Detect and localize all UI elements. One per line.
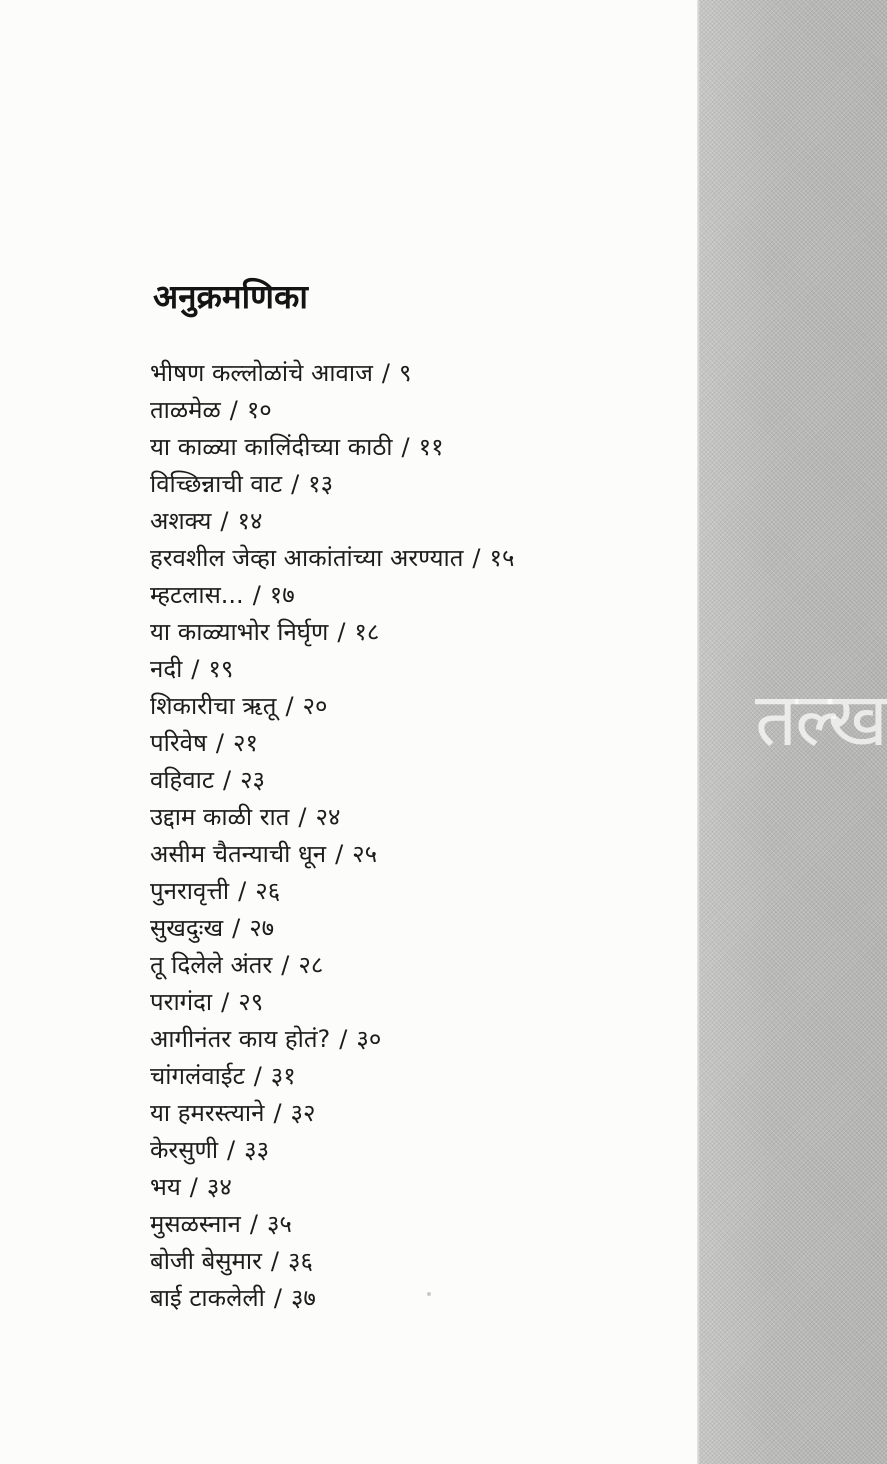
toc-entry-page-number: १९: [208, 655, 234, 683]
toc-entry: [150, 1095, 514, 1132]
toc-entry: [150, 799, 514, 836]
toc-entry-page-number: १७: [269, 581, 295, 609]
toc-entry: [150, 392, 514, 429]
toc-entry-separator: /: [238, 877, 247, 905]
toc-entry: [150, 651, 514, 688]
toc-entry-separator: /: [249, 1210, 258, 1238]
toc-entry-title: परिवेष: [150, 729, 207, 757]
toc-entry: [150, 429, 514, 466]
toc-entry-page-number: २८: [298, 951, 324, 979]
toc-entry-separator: /: [335, 840, 344, 868]
toc-entry-title: सुखदुःख: [150, 914, 224, 942]
toc-entry-page-number: २०: [302, 692, 328, 720]
toc-entry-title: बोजी बेसुमार: [150, 1247, 262, 1275]
toc-entry-title: चांगलंवाईट: [150, 1062, 245, 1090]
toc-entry-page-number: १५: [489, 544, 515, 572]
toc-entry-separator: /: [253, 1062, 262, 1090]
toc-entry-separator: /: [270, 1247, 279, 1275]
toc-entry: [150, 355, 514, 392]
toc-entry-page-number: ३७: [290, 1284, 316, 1312]
toc-entry-title: हरवशील जेव्हा आकांतांच्या अरण्यात: [150, 544, 464, 572]
toc-entry: [150, 836, 514, 873]
toc-entry-separator: /: [381, 359, 390, 387]
toc-entry-separator: /: [232, 914, 241, 942]
toc-entry-separator: /: [273, 1099, 282, 1127]
toc-entry: [150, 503, 514, 540]
toc-entry: [150, 577, 514, 614]
toc-entry-page-number: १३: [308, 470, 334, 498]
toc-entry-separator: /: [273, 1284, 282, 1312]
toc-entry-separator: /: [189, 1173, 198, 1201]
toc-entry: [150, 688, 514, 725]
toc-entry-title: मुसळस्नान: [150, 1210, 241, 1238]
toc-entry-separator: /: [339, 1025, 348, 1053]
toc-entry-separator: /: [298, 803, 307, 831]
toc-entry-page-number: २७: [249, 914, 275, 942]
toc-entry: [150, 466, 514, 503]
toc-entry-separator: /: [215, 729, 224, 757]
toc-entry-page-number: ९: [399, 359, 412, 387]
toc-entry-page-number: १०: [246, 396, 272, 424]
toc-entry-separator: /: [227, 1136, 236, 1164]
toc-entry-title: म्हटलास...: [150, 581, 244, 609]
toc-entry: [150, 1021, 514, 1058]
toc-entry-separator: /: [401, 433, 410, 461]
toc-entry-title: पुनरावृत्ती: [150, 877, 230, 905]
toc-entry-page-number: २५: [352, 840, 378, 868]
toc-entry-page-number: ३२: [290, 1099, 316, 1127]
toc-entry-separator: /: [291, 470, 300, 498]
cover-title-fragment: तल्ख: [755, 677, 886, 763]
toc-entry-page-number: ३६: [287, 1247, 313, 1275]
toc-entry-title: भीषण कल्लोळांचे आवाज: [150, 359, 373, 387]
toc-entry-separator: /: [252, 581, 261, 609]
toc-entry-separator: /: [222, 766, 232, 794]
toc-entry-title: शिकारीचा ऋतू: [150, 692, 277, 720]
toc-entry-page-number: ३१: [270, 1062, 296, 1090]
toc-entry-title: आगीनंतर काय होतं?: [150, 1025, 331, 1053]
toc-entry-separator: /: [281, 951, 290, 979]
toc-entry-page-number: ११: [418, 433, 444, 461]
toc-entry: [150, 947, 514, 984]
toc-entry-page-number: ३५: [266, 1210, 292, 1238]
toc-entry: [150, 1169, 514, 1206]
toc-entry-separator: /: [472, 544, 481, 572]
toc-entry: [150, 1206, 514, 1243]
toc-entry: [150, 910, 514, 947]
toc-entry-page-number: २६: [255, 877, 281, 905]
toc-entry-page-number: १४: [237, 507, 263, 535]
toc-entry-separator: /: [220, 507, 229, 535]
toc-entry-title: ताळमेळ: [150, 396, 221, 424]
toc-entry: [150, 873, 514, 910]
toc-entry-separator: /: [337, 618, 346, 646]
toc-entry-title: परागंदा: [150, 988, 213, 1016]
toc-entry: [150, 540, 514, 577]
toc-entry-title: नदी: [150, 655, 183, 683]
toc-entry-title: बाई टाकलेली: [150, 1284, 265, 1312]
toc-entry-title: अशक्य: [150, 507, 212, 535]
toc-entry-separator: /: [285, 692, 294, 720]
toc-entry: [150, 1243, 514, 1280]
band-edge-highlight: [697, 0, 700, 1464]
toc-list: [150, 355, 514, 1317]
toc-entry: [150, 1132, 514, 1169]
paper-speck: [427, 1292, 431, 1296]
toc-entry: [150, 1280, 514, 1317]
toc-entry: [150, 984, 514, 1021]
toc-entry-title: या हमरस्त्याने: [150, 1099, 265, 1127]
toc-entry-title: भय: [150, 1173, 181, 1201]
toc-entry-title: केरसुणी: [150, 1136, 219, 1164]
toc-entry: [150, 762, 514, 799]
toc-entry-separator: /: [191, 655, 200, 683]
toc-entry-separator: /: [229, 396, 238, 424]
toc-entry-page-number: २१: [232, 729, 258, 757]
toc-entry-title: असीम चैतन्याची धून: [150, 840, 327, 868]
toc-heading: अनुक्रमणिका: [153, 277, 308, 316]
toc-entry-title: विच्छिन्नाची वाट: [150, 470, 283, 498]
toc-entry-title: या काळ्याभोर निर्घृण: [150, 618, 329, 646]
toc-entry-title: उद्दाम काळी रात: [150, 803, 290, 831]
toc-entry-page-number: ३३: [244, 1136, 270, 1164]
toc-entry-page-number: ३०: [356, 1025, 382, 1053]
toc-entry-page-number: ३४: [206, 1173, 232, 1201]
toc-entry-title: तू दिलेले अंतर: [150, 951, 273, 979]
toc-entry-page-number: २३: [240, 766, 266, 794]
toc-entry-page-number: १८: [354, 618, 380, 646]
toc-entry-title: वहिवाट: [150, 766, 214, 794]
toc-entry: [150, 725, 514, 762]
toc-entry: [150, 614, 514, 651]
toc-entry: [150, 1058, 514, 1095]
toc-entry-title: या काळ्या कालिंदीच्या काठी: [150, 433, 393, 461]
toc-entry-page-number: २४: [315, 803, 341, 831]
toc-entry-page-number: २९: [238, 988, 264, 1016]
toc-entry-separator: /: [221, 988, 230, 1016]
